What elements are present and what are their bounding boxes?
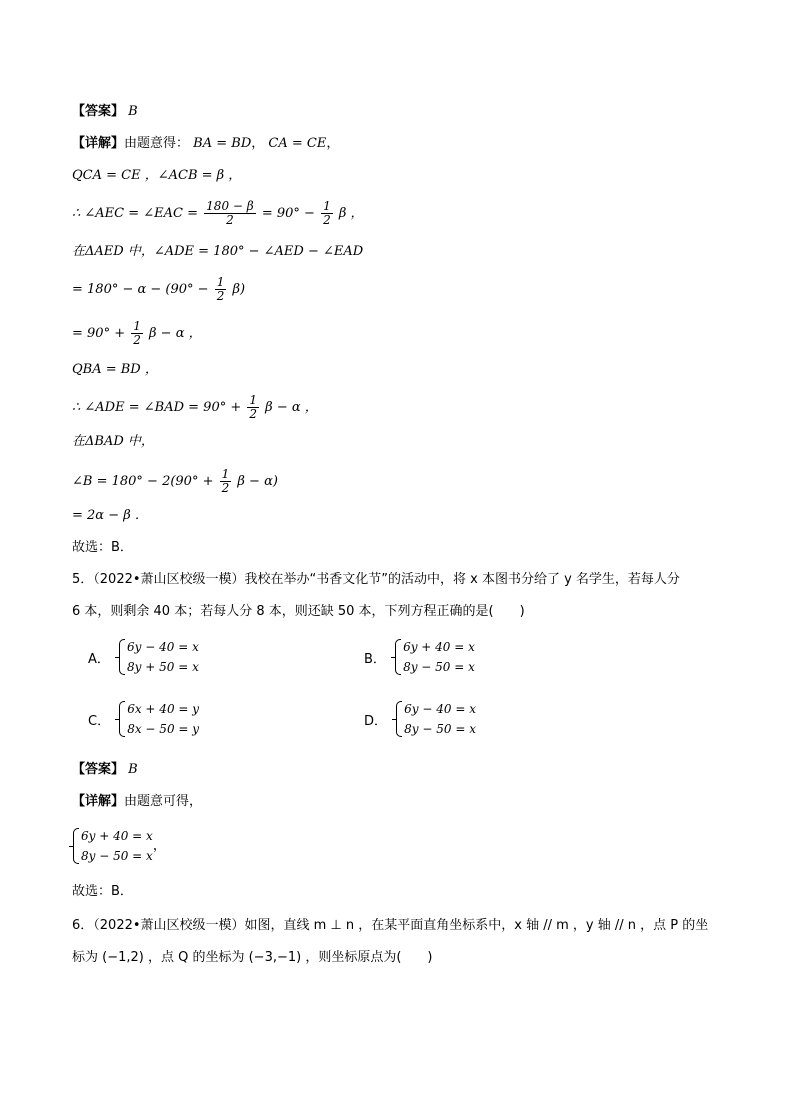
- detail-line-1: [72, 136, 339, 152]
- option-label: B．: [364, 651, 386, 667]
- equation: 6y + 40 = x: [403, 640, 475, 654]
- answer-system: [72, 826, 166, 866]
- step-10: = 2α − β ．: [72, 508, 148, 523]
- step-5-pre: = 90° +: [72, 326, 126, 341]
- option-d[interactable]: [364, 699, 476, 739]
- fraction-den: 2: [221, 481, 230, 495]
- equation: 6y − 40 = x: [404, 702, 476, 716]
- step-4-post: β): [232, 282, 246, 297]
- option-label: C．: [88, 713, 111, 729]
- fraction-num: 1: [216, 275, 225, 289]
- step-11: 故选：B．: [72, 540, 133, 555]
- detail-sep: ，: [251, 136, 265, 151]
- fraction-den: 2: [323, 213, 331, 227]
- fraction-num: 1: [249, 393, 258, 407]
- step-9-post: β − α): [237, 474, 278, 489]
- equation: 8y − 50 = x: [403, 660, 475, 674]
- answer-value: B: [128, 104, 138, 119]
- question-5-line-1: 5．（2022•萧山区校级一模）我校在举办“书香文化节”的活动中，将 x 本图书分给了 y 名学生，若每人分: [72, 572, 680, 587]
- detail-label: 【详解】: [72, 794, 125, 809]
- option-c[interactable]: [88, 699, 199, 739]
- step-4: [72, 276, 245, 303]
- step-2-mid: = 90° −: [261, 206, 315, 221]
- option-a[interactable]: [88, 637, 199, 677]
- detail-eq1: BA = BD: [193, 136, 252, 151]
- equation: 8y − 50 = x: [81, 849, 153, 863]
- fraction: [247, 394, 259, 421]
- step-7: [72, 394, 318, 421]
- option-label: D．: [364, 713, 388, 729]
- fraction-den: 2: [133, 333, 141, 347]
- detail-intro: 由题意得：: [124, 136, 190, 151]
- equation-system: [72, 826, 153, 866]
- detail-end: ，: [326, 136, 340, 151]
- option-label: A．: [88, 651, 110, 667]
- step-7-post: β − α ，: [265, 400, 318, 415]
- equation: 6y − 40 = x: [127, 640, 199, 654]
- equation: 6x + 40 = y: [127, 702, 200, 716]
- step-2: [72, 200, 364, 227]
- fraction-den: 2: [216, 289, 225, 303]
- step-2-pre: ∴ ∠AEC = ∠EAC =: [72, 206, 199, 221]
- equation: 8y − 50 = x: [404, 722, 476, 736]
- step-6: QBA = BD ，: [72, 362, 158, 377]
- answer-value: B: [128, 762, 138, 777]
- answer-line-2: [72, 762, 138, 778]
- detail-intro: 由题意可得，: [124, 794, 203, 809]
- step-9: [72, 468, 278, 495]
- step-5-post: β − α ，: [149, 326, 202, 341]
- answer-label: 【答案】: [72, 762, 125, 777]
- detail-eq2: CA = CE: [268, 136, 327, 151]
- step-1: QCA = CE ，∠ACB = β ，: [72, 168, 242, 183]
- equation-system: [395, 699, 476, 739]
- equation: 8x − 50 = y: [127, 722, 200, 736]
- system-end: ，: [152, 838, 166, 854]
- fraction-den: 2: [249, 407, 258, 421]
- fraction-num: 1: [221, 467, 230, 481]
- fraction-num: 1: [323, 199, 331, 213]
- fraction: [321, 200, 333, 227]
- fraction-num: 1: [133, 319, 141, 333]
- answer-line-1: [72, 104, 138, 120]
- question-5-line-2: 6 本，则剩余 40 本；若每人分 8 本，则还缺 50 本，下列方程正确的是( ): [72, 604, 525, 619]
- step-4-pre: = 180° − α − (90° −: [72, 282, 209, 297]
- equation-system: [394, 637, 475, 677]
- detail-line-2: [72, 794, 202, 810]
- equation-system: [118, 699, 199, 739]
- step-9-pre: ∠B = 180° − 2(90° +: [72, 474, 214, 489]
- fraction-den: 2: [226, 213, 234, 227]
- fraction: [131, 320, 143, 347]
- choose-line: 故选：B．: [72, 884, 133, 899]
- step-3: 在ΔAED 中，∠ADE = 180° − ∠AED − ∠EAD: [72, 244, 364, 259]
- step-2-post: β ，: [338, 206, 364, 221]
- question-6-line-1: 6．（2022•萧山区校级一模）如图，直线 m ⊥ n ，在某平面直角坐标系中，x 轴 // m ，y 轴 // n ，点 P 的坐: [72, 918, 709, 933]
- equation: 6y + 40 = x: [81, 829, 153, 843]
- step-5: [72, 320, 202, 347]
- equation-system: [118, 637, 199, 677]
- step-8: 在ΔBAD 中，: [72, 434, 154, 449]
- answer-label: 【答案】: [72, 104, 125, 119]
- step-7-pre: ∴ ∠ADE = ∠BAD = 90° +: [72, 400, 242, 415]
- question-6-line-2: 标为 (−1,2) ，点 Q 的坐标为 (−3,−1) ，则坐标原点为( ): [72, 950, 433, 965]
- fraction: [220, 468, 232, 495]
- fraction: [204, 200, 256, 227]
- fraction: [215, 276, 227, 303]
- fraction-num: 180 − β: [206, 199, 254, 213]
- option-b[interactable]: [364, 637, 475, 677]
- detail-label: 【详解】: [72, 136, 125, 151]
- equation: 8y + 50 = x: [127, 660, 199, 674]
